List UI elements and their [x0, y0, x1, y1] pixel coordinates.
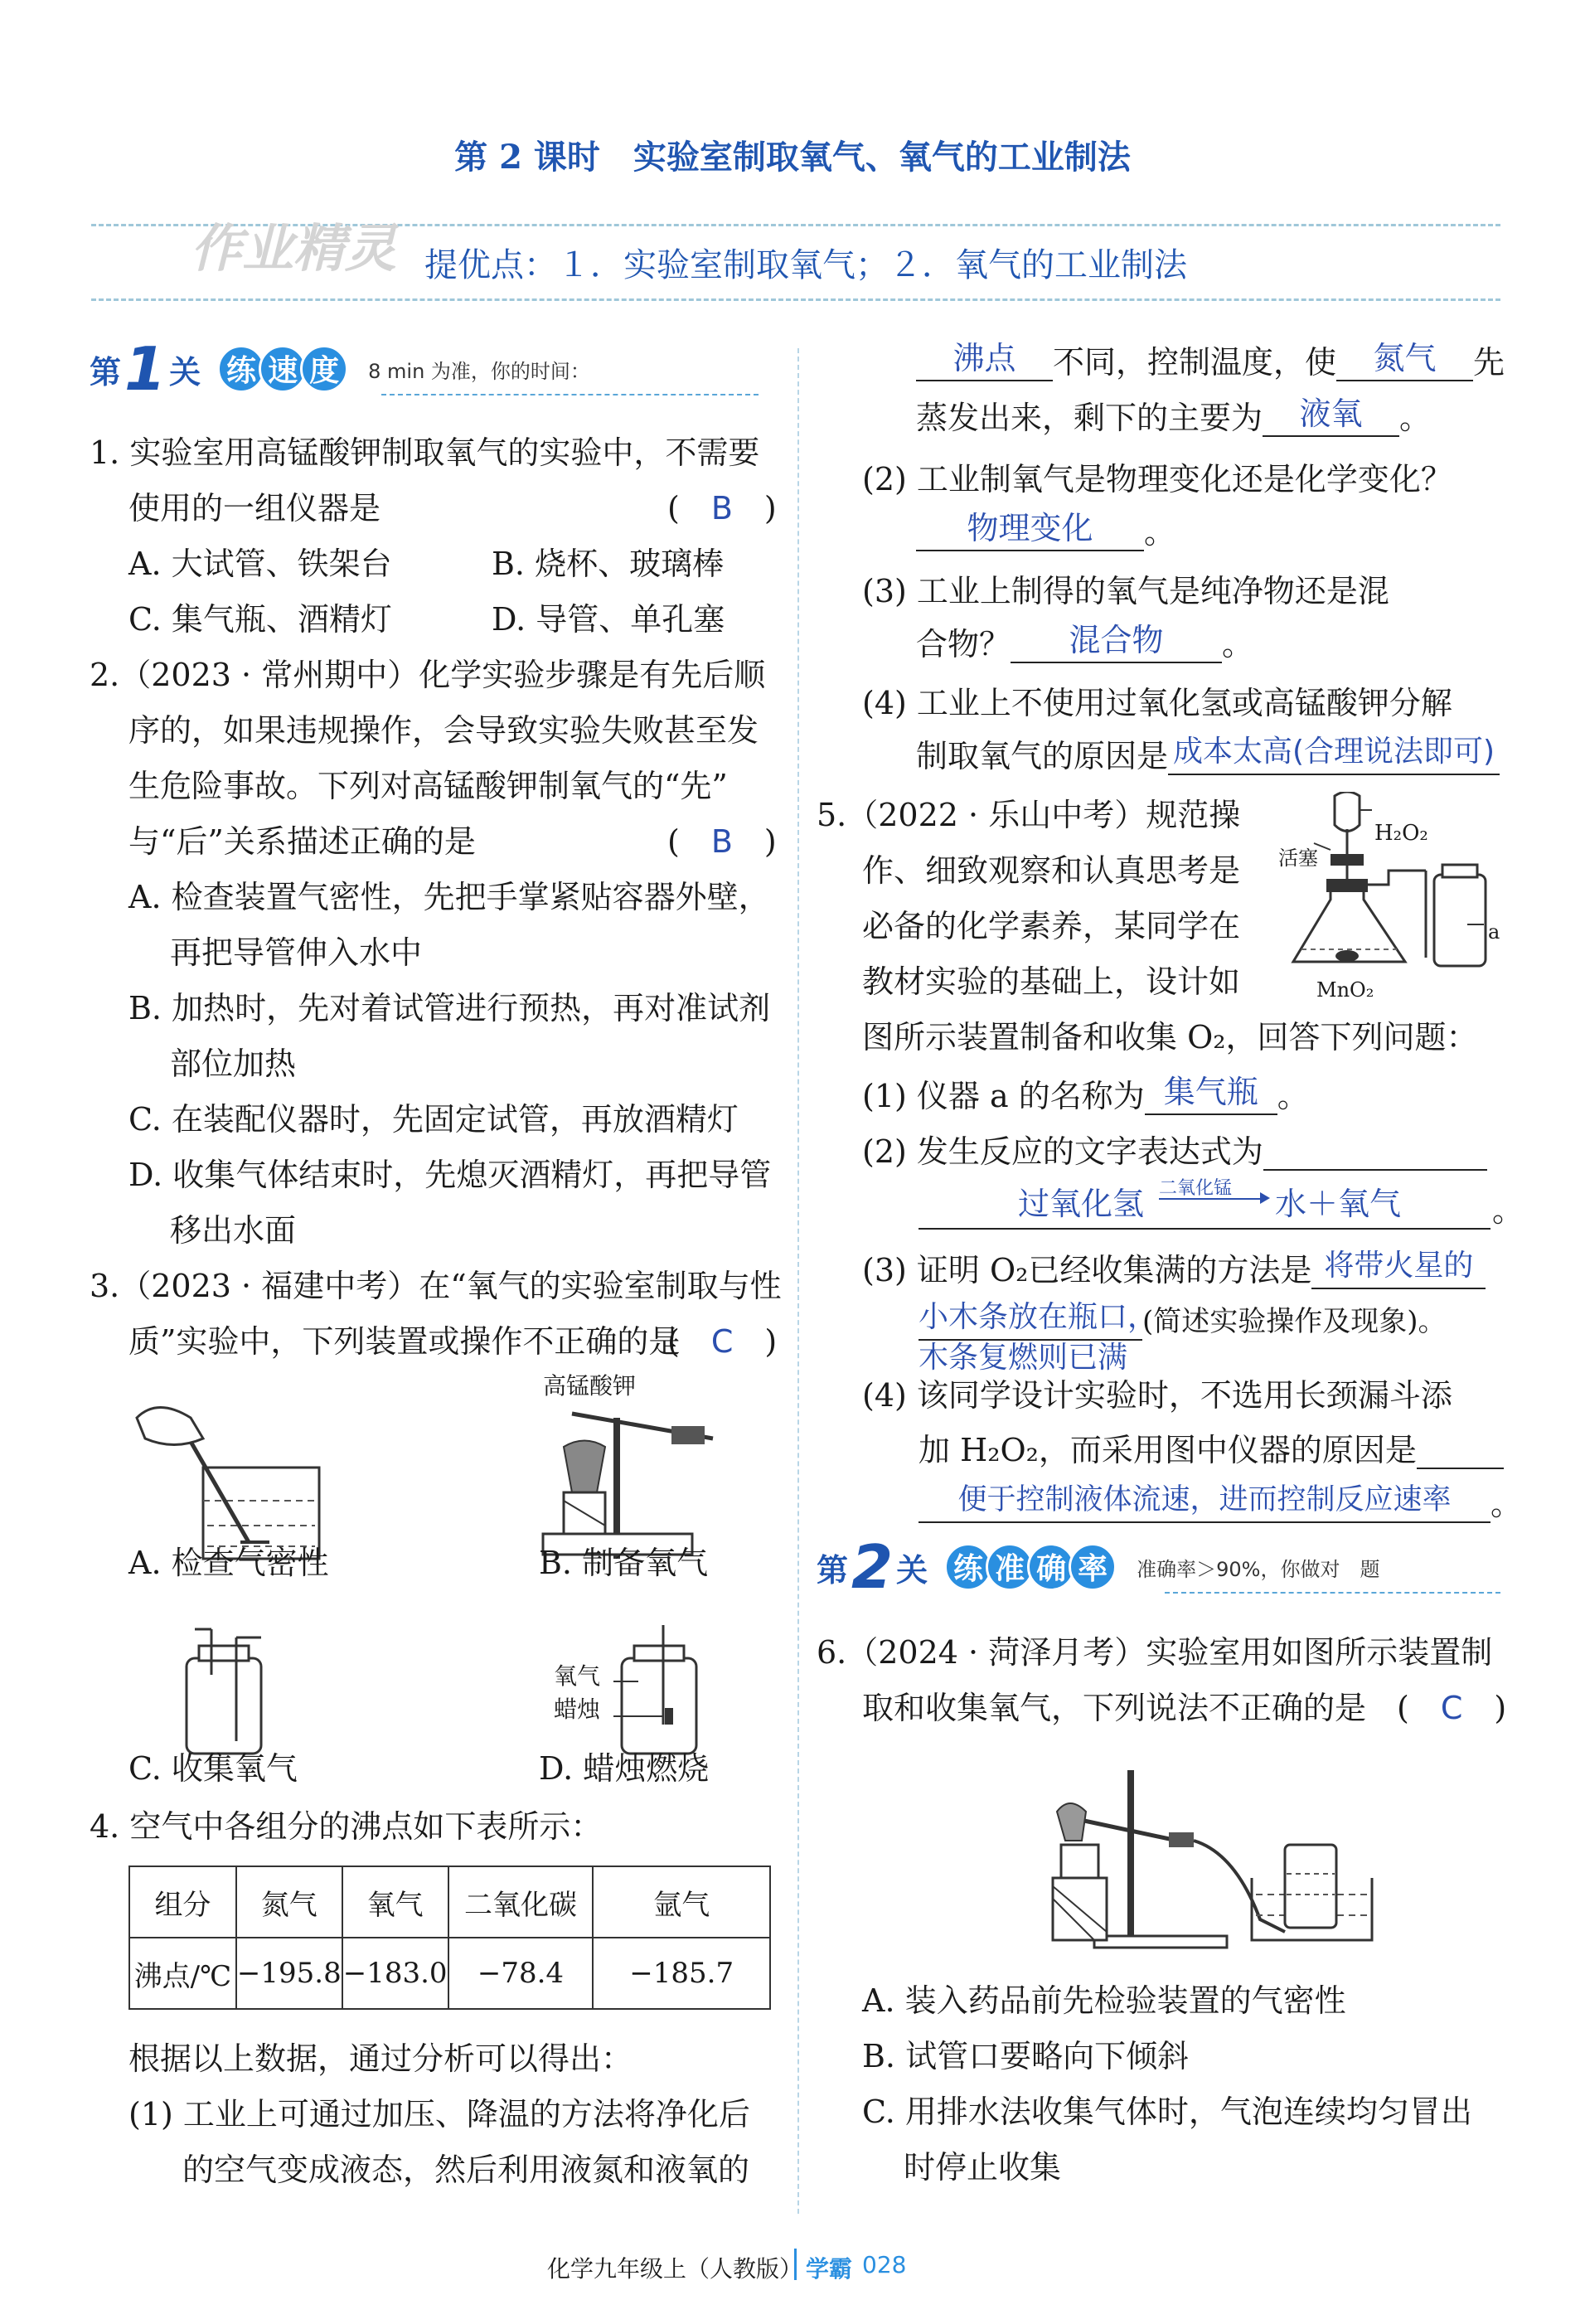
q2-option-a: A. 检查装置气密性，先把手掌紧贴容器外壁， — [128, 879, 770, 915]
level-1-badge: 练 速 度 — [224, 345, 348, 393]
q4-s3-answer-line: 合物？ 混合物 。 — [916, 622, 1254, 662]
q6-answer: ( C ) — [1397, 1690, 1507, 1726]
column-divider — [797, 348, 799, 2214]
q4-stem: 4. 空气中各组分的沸点如下表所示： — [90, 1808, 603, 1845]
q5-s1-line: (1) 仪器 a 的名称为 集气瓶 。 — [862, 1074, 1309, 1114]
q6-stem-2: 取和收集氧气，下列说法不正确的是 — [862, 1690, 1367, 1726]
q5-stem-2: 作、细致观察和认真思考是 — [862, 852, 1241, 889]
q3-label-candle: 蜡烛 — [554, 1696, 601, 1723]
level-2-header: 第 2 关 练 准 确 率 准确率＞90%，你做对 题 — [817, 1532, 1380, 1602]
q1-option-d: D. 导管、单孔塞 — [492, 601, 725, 638]
q4-s4-answer-line: 制取氧气的原因是 成本太高(合理说法即可) — [916, 734, 1500, 775]
q3-caption-a: A. 检查气密性 — [128, 1545, 329, 1581]
q2-option-a-cont: 再把导管伸入水中 — [170, 934, 423, 971]
q5-s2-end: 。 — [1492, 1192, 1524, 1229]
q1-option-c: C. 集气瓶、酒精灯 — [128, 601, 392, 638]
level-2-note: 准确率＞90%，你做对 题 — [1137, 1557, 1380, 1581]
q6-apparatus-figure — [1045, 1762, 1393, 1953]
level-1-note: 8 min 为准，你的时间： — [368, 359, 590, 383]
q2-stem-2: 序的，如果违规操作，会导致实验失败甚至发 — [128, 712, 759, 749]
q3-figure-b — [539, 1401, 738, 1559]
q3-caption-c: C. 收集氧气 — [128, 1750, 298, 1787]
q4-s1-line-4: 蒸发出来，剩下的主要为 液氧 。 — [916, 395, 1432, 436]
lesson-title: 第 2 课时 实验室制取氧气、氧气的工业制法 — [454, 138, 1131, 177]
q2-stem-1: 2.（2023 · 常州期中）化学实验步骤是有先后顺 — [90, 657, 766, 693]
q1-option-b: B. 烧杯、玻璃棒 — [492, 546, 725, 582]
q5-stem-4: 教材实验的基础上，设计如 — [862, 963, 1241, 1000]
q5-stem-3: 必备的化学素养，某同学在 — [862, 908, 1241, 944]
q2-option-b: B. 加热时，先对着试管进行预热，再对准试剂 — [128, 990, 771, 1026]
q4-s1-line-3: 沸点 不同，控制温度，使 氮气 先 — [916, 340, 1505, 381]
q6-option-a: A. 装入药品前先检验装置的气密性 — [862, 1982, 1346, 2019]
brand-stamp: 作业精灵 — [191, 218, 397, 279]
q3-answer: ( C ) — [667, 1323, 778, 1360]
footer-brand: 学霸 — [806, 2255, 853, 2283]
q3-caption-d: D. 蜡烛燃烧 — [539, 1750, 710, 1787]
q5-label-h2o2: H₂O₂ — [1374, 821, 1428, 846]
q1-stem-1: 1. 实验室用高锰酸钾制取氧气的实验中，不需要 — [90, 434, 760, 471]
q5-label-mno2: MnO₂ — [1316, 978, 1374, 1002]
q2-option-c: C. 在装配仪器时，先固定试管，再放酒精灯 — [128, 1101, 739, 1138]
q3-stem-2: 质”实验中，下列装置或操作不正确的是 — [128, 1323, 681, 1360]
q5-s4-line-1: (4) 该同学设计实验时，不选用长颈漏斗添 — [862, 1377, 1452, 1414]
q4-intro: 根据以上数据，通过分析可以得出： — [128, 2040, 633, 2077]
q5-stem-1: 5.（2022 · 乐山中考）规范操 — [817, 797, 1241, 833]
q3-figure-c — [178, 1625, 278, 1758]
q3-figure-d — [613, 1625, 713, 1758]
q5-s3-line-1: (3) 证明 O₂已经收集满的方法是 将带火星的 — [862, 1248, 1486, 1289]
footer-divider — [794, 2249, 797, 2280]
q5-s4-answer-line: 便于控制液体流速，进而控制反应速率 。 — [919, 1482, 1522, 1523]
q3-label-oxygen: 氧气 — [554, 1662, 601, 1690]
q6-option-c: C. 用排水法收集气体时，气泡连续均匀冒出 — [862, 2094, 1472, 2130]
q3-caption-b: B. 制备氧气 — [539, 1545, 709, 1581]
q5-s3-line-2: 小木条放在瓶口，(简述实验操作及现象)。 — [919, 1299, 1447, 1341]
q1-answer: ( B ) — [667, 490, 777, 526]
q2-option-d: D. 收集气体结束时，先熄灭酒精灯，再把导管 — [128, 1157, 772, 1193]
q6-stem-1: 6.（2024 · 菏泽月考）实验室用如图所示装置制 — [817, 1634, 1493, 1671]
q4-s1-line-1: (1) 工业上可通过加压、降温的方法将净化后 — [128, 2096, 750, 2132]
q5-stem-5: 图所示装置制备和收集 O₂，回答下列问题： — [862, 1019, 1478, 1055]
q5-s2-line: (2) 发生反应的文字表达式为 — [862, 1129, 1487, 1171]
table-row: 沸点/℃ −195.8 −183.0 −78.4 −185.7 — [129, 1938, 770, 2009]
table-header-row: 组分 氮气 氧气 二氧化碳 氩气 — [129, 1866, 770, 1938]
focus-points: 提优点：１．实验室制取氧气；２．氧气的工业制法 — [424, 246, 1187, 284]
q4-s2-line-1: (2) 工业制氧气是物理变化还是化学变化？ — [862, 461, 1452, 497]
header-divider-bottom — [91, 298, 1500, 301]
footer-book: 化学九年级上（人教版） — [547, 2255, 803, 2283]
q6-option-c-cont: 时停止收集 — [904, 2149, 1062, 2186]
q2-stem-3: 生危险事故。下列对高锰酸钾制氧气的“先” — [128, 768, 728, 804]
q4-s1-line-2: 的空气变成液态，然后利用液氮和液氧的 — [182, 2152, 750, 2188]
q5-s4-line-2: 加 H₂O₂，而采用图中仪器的原因是 — [919, 1428, 1504, 1469]
q5-s3-answer-3: 木条复燃则已满 — [919, 1341, 1128, 1375]
q2-answer: ( B ) — [667, 823, 777, 860]
q5-label-valve: 活塞 — [1278, 847, 1318, 870]
level-2-line — [1165, 1592, 1500, 1594]
q4-s4-line-1: (4) 工业上不使用过氧化氢或高锰酸钾分解 — [862, 685, 1452, 721]
q2-stem-4: 与“后”关系描述正确的是 — [128, 823, 476, 860]
level-1-header: 第 1 关 练 速 度 8 min 为准，你的时间： — [90, 334, 590, 404]
q5-s2-answer-line: 过氧化氢 二氧化锰 水＋氧气 — [919, 1181, 1490, 1230]
q4-s3-line-1: (3) 工业上制得的氧气是纯净物还是混 — [862, 573, 1389, 609]
q5-label-a: a — [1488, 920, 1500, 944]
q1-stem-2: 使用的一组仪器是 — [128, 490, 381, 526]
q2-option-b-cont: 部位加热 — [170, 1046, 297, 1082]
level-1-line — [381, 394, 759, 395]
q2-option-d-cont: 移出水面 — [170, 1212, 297, 1249]
q6-option-b: B. 试管口要略向下倾斜 — [862, 2038, 1190, 2074]
q3-stem-1: 3.（2023 · 福建中考）在“氧气的实验室制取与性 — [90, 1268, 782, 1304]
q3-label-kmno4: 高锰酸钾 — [543, 1372, 637, 1400]
boiling-point-table — [128, 1866, 771, 2010]
level-2-badge: 练 准 确 率 — [951, 1543, 1117, 1591]
page-number: 028 — [862, 2251, 907, 2278]
q4-s2-answer-line: 物理变化 。 — [916, 510, 1175, 551]
q1-option-a: A. 大试管、铁架台 — [128, 546, 392, 582]
